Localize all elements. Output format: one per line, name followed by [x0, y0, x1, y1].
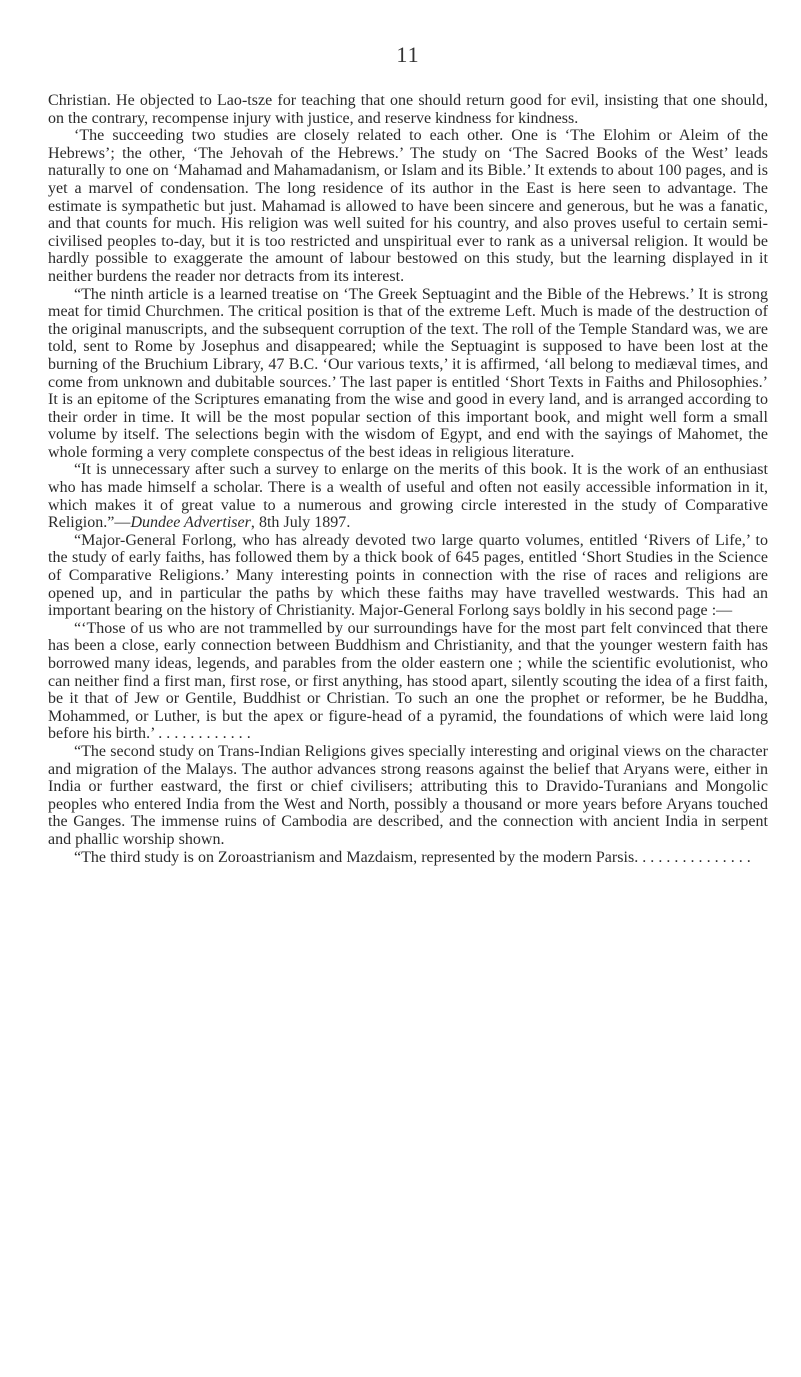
paragraph-forlong-quote: “‘Those of us who are not trammelled by our surroundings have for the most part felt convinced that there has been a close, early connection between Buddhism and Christianity, and that the younger western faith has borrowed many ideas, legends, and parables from the older eastern one ; while the scientific evolutionist, who can neither find a first man, first rose, or first anything, has stood apart, silently scouting the idea of a first faith, be it that of Jew or Gentile, Buddhist or Christian. To such an one the prophet or reformer, be he Buddha, Mohammed, or Luther, is but the apex or figure-head of a pyramid, the foundations of which were laid long before his birth.’ . . . . . . . . . . . . [48, 619, 768, 743]
paragraph-zoroastrianism: “The third study is on Zoroastrianism and Mazdaism, represented by the modern Parsis. . . . . . . . . . . . . . . [74, 848, 751, 866]
body-text [48, 92, 768, 866]
review-date: , 8th July 1897. [250, 514, 351, 532]
page-number: 11 [396, 42, 420, 67]
paragraph-elohim-study: ‘The succeeding two studies are closely related to each other. One is ‘The Elohim or Aleim of the Hebrews’; the other, ‘The Jehovah of the Hebrews.’ The study on ‘The Sacred Books of the West’ leads naturally to one on ‘Mahamad and Mahamadanism, or Islam and its Bible.’ It extends to about 100 pages, and is yet a marvel of condensation. The long residence of its author in the East is here seen to advantage. The estimate is sympathetic but just. Mahamad is allowed to have been sincere and generous, but he was a fanatic, and that counts for much. His religion was well suited for his country, and also proves useful to certain semi-civilised peoples to-day, but it is too restricted and unspiritual ever to rank as a universal religion. It would be hardly possible to exaggerate the amount of labour bestowed on this study, but the learning displayed in it neither burdens the reader nor detracts from its interest. [48, 127, 768, 285]
review-source: Dundee Advertiser [130, 514, 251, 532]
paragraph-review-dundee [48, 461, 768, 531]
paragraph-forlong-intro: “Major-General Forlong, who has already devoted two large quarto volumes, entitled ‘Rivers of Life,’ to the study of early faiths, has followed them by a thick book of 645 pages, entitled ‘Short Studies in the Science of Comparative Religions.’ Many interesting points in connection with the rise of races and religions are opened up, and in particular the paths by which these faiths may have travelled westwards. This had an important bearing on the history of Christianity. Major-General Forlong says boldly in his second page :— [48, 531, 768, 620]
paragraph-trans-indian: “The second study on Trans-Indian Religions gives specially interesting and original views on the character and migration of the Malays. The author advances strong reasons against the belief that Aryans were, either in India or further eastward, the first or chief civilisers; attributing this to Dravido-Turanians and Mongolic peoples who entered India from the West and North, possibly a thousand or more years before Aryans touched the Ganges. The immense ruins of Cambodia are described, and the connection with ancient India in serpent and phallic worship shown. [48, 742, 768, 848]
review-text: “It is unnecessary after such a survey to enlarge on the merits of this book. It is the work of an enthusiast who has made himself a scholar. There is a wealth of useful and often not easily accessible information in it, which makes it of great value to a numerous and growing circle interested in the study of Comparative Religion.”— [48, 461, 768, 532]
paragraph-septuagint-article: “The ninth article is a learned treatise on ‘The Greek Septuagint and the Bible of the Hebrews.’ It is strong meat for timid Churchmen. The critical position is that of the extreme Left. Much is made of the destruction of the original manuscripts, and the subsequent corruption of the text. The roll of the Temple Standard was, we are told, sent to Rome by Josephus and disappeared; while the Septuagint is supposed to have been lost at the burning of the Bruchium Library, 47 B.C. ‘Our various texts,’ it is affirmed, ‘all belong to mediæval times, and come from unknown and dubitable sources.’ The last paper is entitled ‘Short Texts in Faiths and Philosophies.’ It is an epitome of the Scriptures emanating from the wise and good in every land, and is arranged according to their order in time. It will be the most popular section of this important book, and might well form a small volume by itself. The selections begin with the wisdom of Egypt, and end with the sayings of Mahomet, the whole forming a very complete conspectus of the best ideas in religious literature. [48, 285, 768, 461]
book-page [48, 0, 768, 1377]
paragraph-continuation: Christian. He objected to Lao-tsze for teaching that one should return good for evil, insisting that one should, on the contrary, recompense injury with justice, and reserve kindness for kindness. [48, 92, 768, 127]
